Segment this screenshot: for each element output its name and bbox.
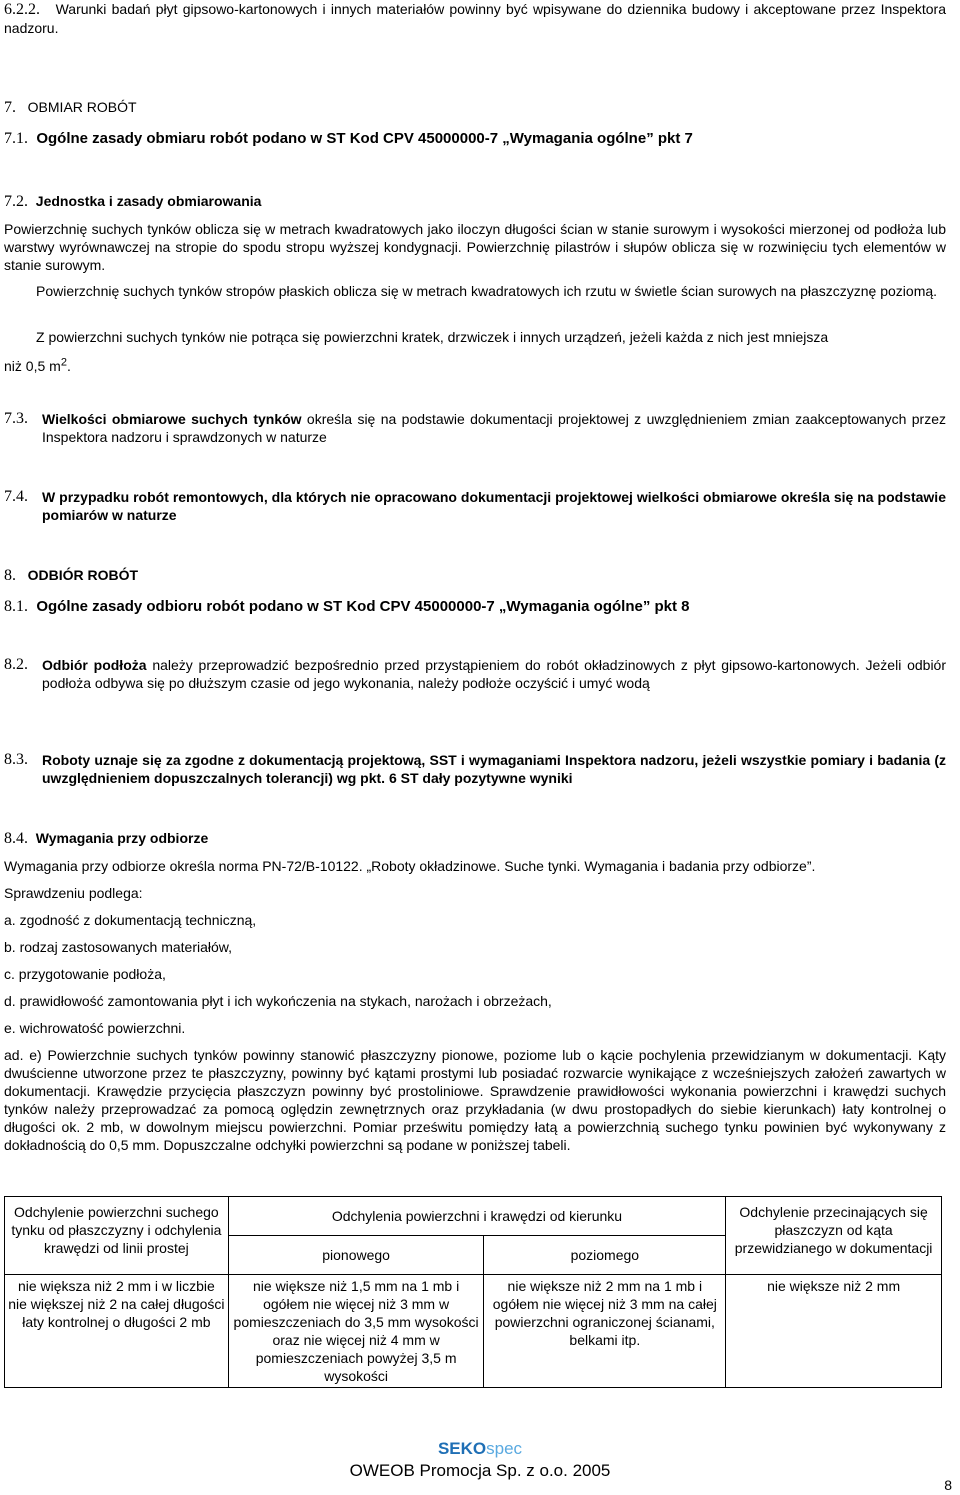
bold-lead: Wielkości obmiarowe suchych tynków bbox=[42, 411, 302, 427]
section-number: 6.2.2. bbox=[4, 1, 40, 18]
section-number: 7. bbox=[4, 99, 16, 116]
area-text: niż 0,5 m bbox=[4, 358, 61, 374]
table-cell: nie większa niż 2 mm i w liczbie nie większej niż 2 na całej długości łaty kontrolnej o długości 2 mb bbox=[5, 1275, 229, 1388]
section-text: W przypadku robót remontowych, dla których nie opracowano dokumentacji projektowej wielkości obmiarowe określa się na podstawie pomiarów w naturze bbox=[42, 489, 946, 523]
section-number: 8.4. bbox=[4, 830, 28, 847]
header-cell: Odchylenie powierzchni suchego tynku od płaszczyzny i odchylenia krawędzi od linii prostej bbox=[5, 1197, 229, 1275]
section-number: 7.2. bbox=[4, 193, 28, 210]
footer-logo bbox=[0, 1440, 960, 1458]
header-cell-group: Odchylenia powierzchni i krawędzi od kierunku bbox=[228, 1197, 725, 1236]
section-text: Ogólne zasady obmiaru robót podano w ST Kod CPV 45000000-7 „Wymagania ogólne” pkt 7 bbox=[36, 130, 693, 147]
section-8-heading bbox=[4, 566, 138, 585]
section-text: Warunki badań płyt gipsowo-kartonowych i innych materiałów powinny być wpisywane do dziennika budowy i akceptowane przez Inspektora nadzoru. bbox=[4, 1, 946, 36]
section-7-4 bbox=[4, 488, 946, 524]
checks-title: Sprawdzeniu podlega: bbox=[4, 885, 143, 901]
check-item: e. wichrowatość powierzchni. bbox=[4, 1020, 186, 1036]
table-cell: nie większe niż 1,5 mm na 1 mb i ogółem nie więcej niż 3 mm w pomieszczeniach do 3,5 mm wysokości oraz nie więcej niż 4 mm w pomieszczeniach powyżej 3,5 m wysokości bbox=[228, 1275, 484, 1388]
section-number: 8.2. bbox=[4, 656, 28, 673]
section-text: Roboty uznaje się za zgodne z dokumentacją projektową, SST i wymaganiami Inspektora nadzoru, jeżeli wszystkie pomiary i badania (z uwzględnieniem dopuszczalnych tolerancji) wg pkt. 6 ST dały pozytywne wyniki bbox=[42, 752, 946, 786]
paragraph-7-2-c-end bbox=[4, 357, 71, 375]
logo-part-b: spec bbox=[486, 1439, 523, 1458]
section-7-heading bbox=[4, 98, 137, 117]
section-number: 8.1. bbox=[4, 598, 28, 615]
table-cell: nie większe niż 2 mm na 1 mb i ogółem nie więcej niż 3 mm na całej powierzchni ograniczonej ścianami, belkami itp. bbox=[484, 1275, 726, 1388]
footer-company: OWEOB Promocja Sp. z o.o. 2005 bbox=[349, 1461, 611, 1480]
section-text: określa się na podstawie dokumentacji projektowej z uwzględnieniem zmian zaakceptowanych przez Inspektora nadzoru i sprawdzonych w naturze bbox=[42, 411, 946, 445]
section-number: 7.3. bbox=[4, 410, 28, 427]
check-item: c. przygotowanie podłoża, bbox=[4, 966, 166, 982]
paragraph-ad-e: ad. e) Powierzchnie suchych tynków powinny stanowić płaszczyzny pionowe, poziome lub o kącie pochylenia przewidzianym w dokumentacji. Kąty dwuścienne utworzone przez te płaszczyzny, powinny być kątami prostymi lub posiadać rozwarcie wynikające z wcześniejszych założeń zawartych w dokumentacji. Krawędzie przycięcia płaszczyzn powinny być prostoliniowe. Sprawdzenie prawidłowości wykonania powierzchni i krawędzi suchych tynków należy przeprowadzać za pomocą oględzin zewnętrznych oraz przykładania (w dwu prostopadłych do siebie kierunkach) łaty kontrolnej o długości ok. 2 mb, w dowolnym miejscu powierzchni. Pomiar prześwitu pomiędzy łatą a powierzchnią suchego tynku powinien być wykonywany z dokładnością do 0,5 mm. Dopuszczalne odchyłki powierzchni są podane w poniższej tabeli. bbox=[4, 1047, 946, 1153]
section-8-2 bbox=[4, 656, 946, 692]
section-title: OBMIAR ROBÓT bbox=[27, 99, 137, 115]
section-number: 7.1. bbox=[4, 130, 28, 147]
paragraph-7-2-b: Powierzchnię suchych tynków stropów płaskich oblicza się w metrach kwadratowych ich rzutu w świetle ścian surowych na płaszczyznę poziomą. bbox=[36, 283, 938, 299]
period: . bbox=[66, 358, 71, 374]
paragraph-7-2-c: Z powierzchni suchych tynków nie potrąca się powierzchni kratek, drzwiczek i innych urządzeń, jeżeli każda z nich jest mniejsza bbox=[36, 329, 829, 345]
section-title: Wymagania przy odbiorze bbox=[35, 830, 209, 846]
table-cell: nie większe niż 2 mm bbox=[726, 1275, 942, 1388]
section-8-3 bbox=[4, 751, 946, 787]
section-7-1 bbox=[4, 130, 693, 148]
subheader-cell: pionowego bbox=[228, 1236, 484, 1275]
check-item: b. rodzaj zastosowanych materiałów, bbox=[4, 939, 232, 955]
section-body bbox=[42, 656, 946, 692]
table-header-row bbox=[5, 1197, 942, 1236]
section-8-1 bbox=[4, 598, 690, 616]
logo-part-a: SEKO bbox=[437, 1439, 487, 1458]
section-8-4-heading bbox=[4, 829, 208, 848]
section-7-2-heading bbox=[4, 192, 261, 211]
page-number: 8 bbox=[944, 1477, 952, 1493]
section-6-2-2 bbox=[4, 0, 946, 37]
section-number: 8.3. bbox=[4, 751, 28, 768]
section-title: Jednostka i zasady obmiarowania bbox=[35, 193, 262, 209]
header-cell: Odchylenie przecinających się płaszczyzn od kąta przewidzianego w dokumentacji bbox=[726, 1197, 942, 1275]
deviation-table bbox=[4, 1196, 942, 1388]
section-7-3 bbox=[4, 410, 946, 446]
section-text: Ogólne zasady odbioru robót podano w ST Kod CPV 45000000-7 „Wymagania ogólne” pkt 8 bbox=[36, 598, 690, 615]
check-item: a. zgodność z dokumentacją techniczną, bbox=[4, 912, 257, 928]
bold-lead: Odbiór podłoża bbox=[42, 657, 147, 673]
section-number: 8. bbox=[4, 567, 16, 584]
subheader-cell: poziomego bbox=[484, 1236, 726, 1275]
paragraph-7-2-a: Powierzchnię suchych tynków oblicza się w metrach kwadratowych jako iloczyn długości ścian w stanie surowym i wysokości mierzonej od podłoża lub warstwy wyrównawczej na stropie do spodu stropu wyższej kondygnacji. Powierzchnię pilastrów i słupów oblicza się w rozwinięciu tych elementów w stanie surowym. bbox=[4, 221, 946, 273]
section-title: ODBIÓR ROBÓT bbox=[27, 567, 139, 583]
section-text: należy przeprowadzić bezpośrednio przed przystąpieniem do robót okładzinowych z płyt gipsowo-kartonowych. Jeżeli odbiór podłoża odbywa się po dłuższym czasie od jego wykonania, należy podłoże oczyścić i umyć wodą bbox=[42, 657, 947, 691]
table-row bbox=[5, 1275, 942, 1388]
section-body bbox=[42, 410, 946, 446]
superscript: 2 bbox=[60, 356, 67, 369]
section-number: 7.4. bbox=[4, 488, 28, 505]
check-item: d. prawidłowość zamontowania płyt i ich wykończenia na stykach, narożach i obrzeżach, bbox=[4, 993, 552, 1009]
requirements-intro: Wymagania przy odbiorze określa norma PN-72/B-10122. „Roboty okładzinowe. Suche tynki. Wymagania i badania przy odbiorze”. bbox=[4, 858, 816, 874]
